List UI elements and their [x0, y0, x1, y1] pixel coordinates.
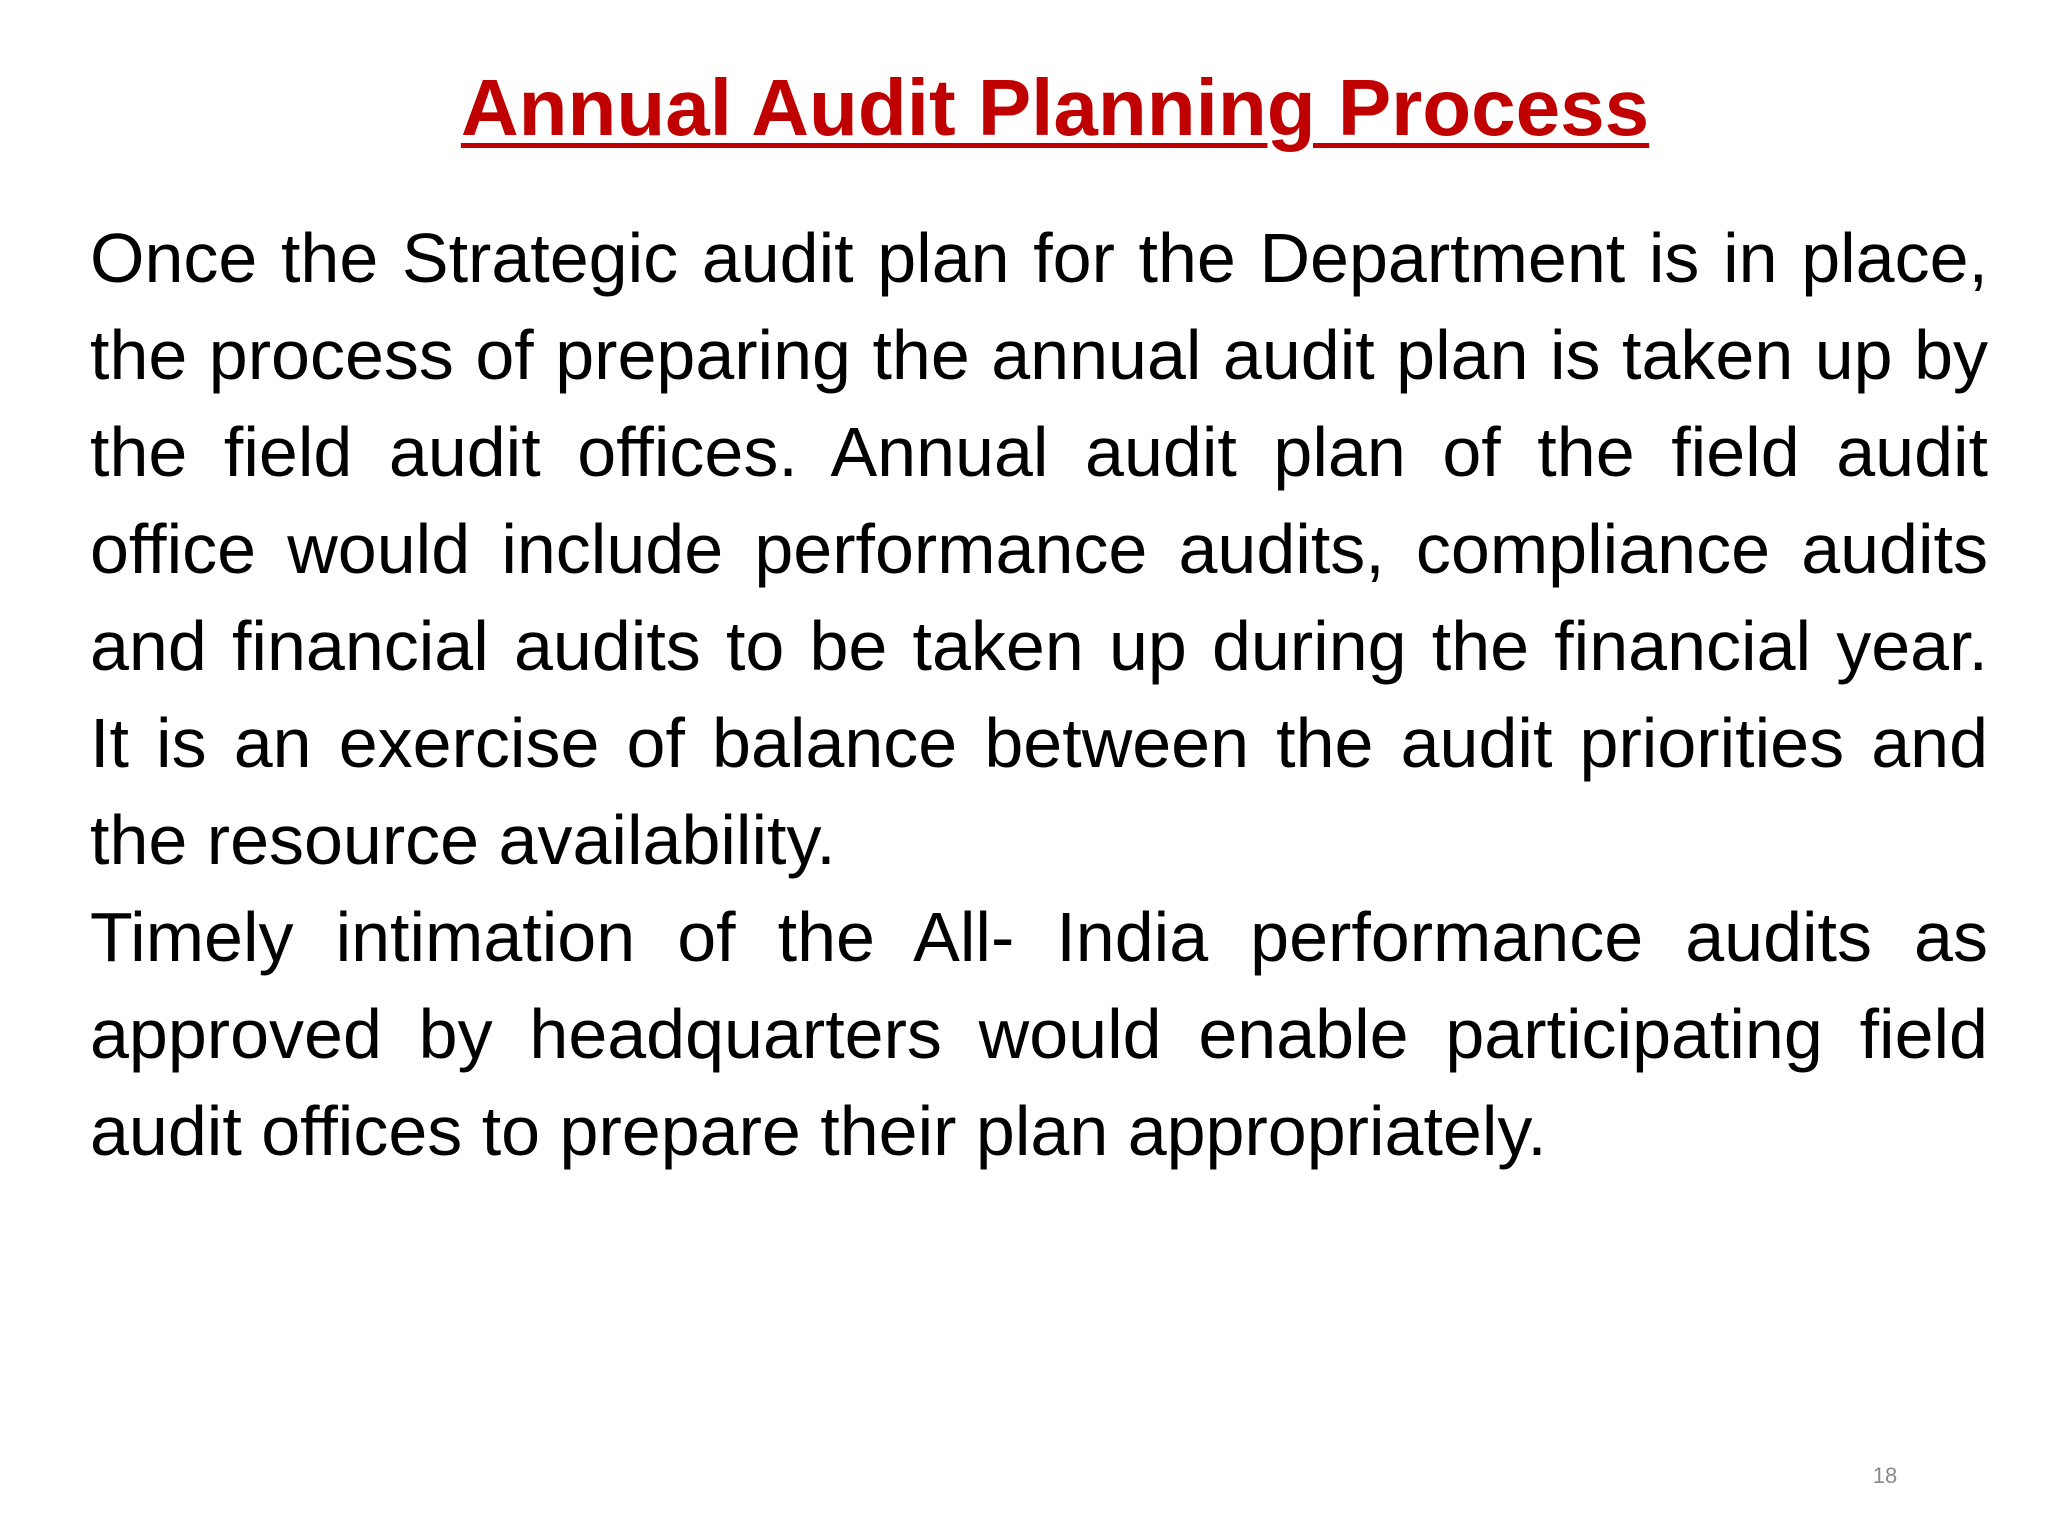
body-paragraph-1: Once the Strategic audit plan for the Department is in place, the process of preparing the annual audit plan is taken up by the field audit offices. Annual audit plan of the field audit office would include performance audits, compliance audits and financial audits to be taken up during the financial year. It is an exercise of balance between the audit priorities and the resource availability.	[90, 219, 1988, 879]
body-paragraph-2: Timely intimation of the All- India performance audits as approved by headquarters would enable participating field audit offices to prepare their plan appropriately.	[90, 898, 1988, 1170]
slide-number: 18	[1872, 1463, 1898, 1488]
slide-body	[90, 210, 1988, 1180]
slide-title: Annual Audit Planning Process	[460, 63, 1650, 152]
